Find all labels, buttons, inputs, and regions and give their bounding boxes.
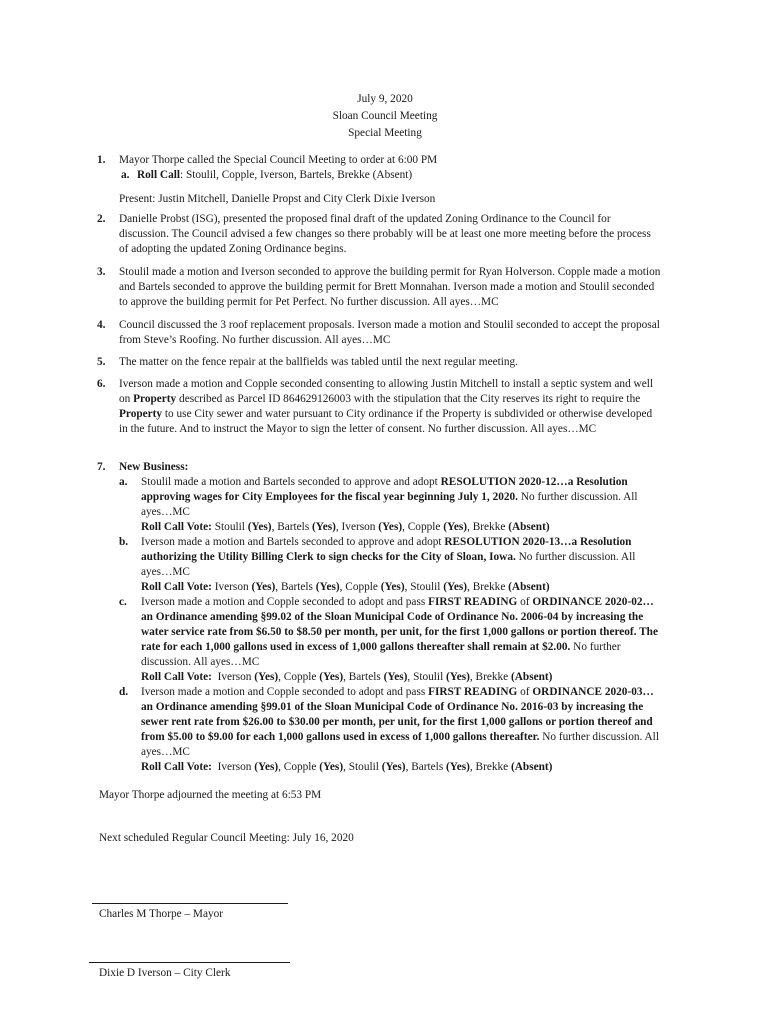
ordinance-title: ORDINANCE 2020-03… an Ordinance amending §99.01 of the Sloan Municipal Code of Ordinance No. 2016-03 by increasing the sewer rent rate from $26.00 to $30.00 per month, per unit, for the first 1,000 gallons or portion thereof and from $5.00 to $9.00 for each 1,000 gallons used in excess of 1,000 gallons thereafter. — [141, 686, 654, 743]
new-business-d: d. Iverson made a motion and Copple seconded to adopt and pass FIRST READING of ORDINANCE 2020-03… an Ordinance amending §99.01 of the Sloan Municipal Code of Ordinance No. 2016-03 by increasing the sewer rent rate from $26.00 to $30.00 per month, per unit, for the first 1,000 gallons or portion thereof and from $5.00 to $9.00 for each 1,000 gallons used in excess of 1,000 gallons thereafter. No further discussion. All ayes…MC Roll Call Vote: Iverson (Yes), Copple (Yes), Stoulil (Yes), Bartels (Yes), Brekke (Absent) — [119, 686, 659, 773]
adjournment-note: Mayor Thorpe adjourned the meeting at 6:53 PM — [99, 789, 322, 801]
meeting-subtitle: Special Meeting — [348, 127, 422, 139]
roll-call-text: : Stoulil, Copple, Iverson, Bartels, Brekke (Absent) — [180, 169, 413, 181]
item-number: 7. — [97, 461, 106, 473]
resolution-title: RESOLUTION 2020-12…a Resolution approving wages for City Employees for the fiscal year beginning July 1, 2020. — [141, 476, 628, 503]
new-business-heading: New Business: — [119, 461, 189, 473]
agenda-item-3 — [97, 265, 662, 310]
property-term: Property — [133, 393, 177, 405]
clerk-signature-line — [89, 962, 290, 963]
new-business-b: b. Iverson made a motion and Bartels seconded to approve and adopt RESOLUTION 2020-13…a Resolution authorizing the Utility Billing Clerk to sign checks for the City of Sloan, Iowa. No further discussion. All ayes…MC Roll Call Vote: Iverson (Yes), Bartels (Yes), Copple (Yes), Stoulil (Yes), Brekke (Absent) — [119, 536, 636, 593]
resolution-title: RESOLUTION 2020-13…a Resolution authorizing the Utility Billing Clerk to sign checks for the City of Sloan, Iowa. — [141, 536, 632, 563]
item-text: Danielle Probst (ISG), presented the proposed final draft of the updated Zoning Ordinance to the Council for discussion. The Council advised a few changes so there probably will be at least one more meeting before the process of adopting the updated Zoning Ordinance begins. — [119, 213, 651, 255]
mayor-signature-name: Charles M Thorpe – Mayor — [99, 908, 224, 920]
property-term: Property — [119, 408, 163, 420]
document-header — [0, 91, 770, 142]
roll-call-vote: Roll Call Vote: Iverson (Yes), Bartels (Yes), Copple (Yes), Stoulil (Yes), Brekke (Absent) — [141, 581, 550, 593]
agenda-item-5 — [97, 355, 662, 370]
roll-call-vote: Roll Call Vote: Iverson (Yes), Copple (Yes), Stoulil (Yes), Bartels (Yes), Brekke (Absent) — [141, 761, 553, 773]
agenda-item-1 — [97, 153, 662, 207]
sub-letter: d. — [119, 686, 129, 698]
roll-call — [119, 168, 662, 183]
new-business-a: a. Stoulil made a motion and Bartels seconded to approve and adopt RESOLUTION 2020-12…a Resolution approving wages for City Employees for the fiscal year beginning July 1, 2020. No further discussion. All ayes…MC Roll Call Vote: Stoulil (Yes), Bartels (Yes), Iverson (Yes), Copple (Yes), Brekke (Absent) — [119, 476, 638, 533]
item-number: 4. — [97, 319, 106, 331]
item-text: Mayor Thorpe called the Special Council Meeting to order at 6:00 PM — [119, 154, 438, 166]
item-number: 1. — [97, 154, 106, 166]
agenda-item-4 — [97, 318, 662, 348]
clerk-signature-name: Dixie D Iverson – City Clerk — [99, 967, 231, 979]
item-text: Stoulil made a motion and Iverson seconded to approve the building permit for Ryan Holverson. Copple made a motion and Bartels seconded to approve the building permit for Brett Monnahan. Iverson made a motion and Stoulil seconded to approve the building permit for Pet Perfect. No further discussion. All ayes…MC — [119, 266, 661, 308]
item-number: 6. — [97, 378, 106, 390]
sub-letter: b. — [119, 536, 129, 548]
agenda-item-2 — [97, 212, 662, 257]
item-text: Iverson made a motion and Copple seconded consenting to allowing Justin Mitchell to install a septic system and well on Property described as Parcel ID 864629126003 with the stipulation that the City reserves its right to require the Property to use City sewer and water pursuant to City ordinance if the Property is subdivided or otherwise developed in the future. And to instruct the Mayor to sign the letter of consent. No further discussion. All ayes…MC — [119, 378, 653, 435]
roll-call-vote: Roll Call Vote: Iverson (Yes), Copple (Yes), Bartels (Yes), Stoulil (Yes), Brekke (Absent) — [141, 671, 553, 683]
sub-letter: a. — [121, 169, 130, 181]
mayor-signature-line — [92, 903, 288, 904]
sub-letter: a. — [119, 476, 128, 488]
new-business-c: c. Iverson made a motion and Copple seconded to adopt and pass FIRST READING of ORDINANCE 2020-02… an Ordinance amending §99.02 of the Sloan Municipal Code of Ordinance No. 2006-04 by increasing the water service rate from $6.50 to $8.50 per month, per unit, for the first 1,000 gallons or portion thereof. The rate for each 1,000 gallons used in excess of 1,000 gallons thereafter shall remain at $2.00. No further discussion. All ayes…MC Roll Call Vote: Iverson (Yes), Copple (Yes), Bartels (Yes), Stoulil (Yes), Brekke (Absent) — [119, 596, 658, 683]
item-number: 3. — [97, 266, 106, 278]
meeting-title: Sloan Council Meeting — [332, 110, 438, 122]
item-text: The matter on the fence repair at the ballfields was tabled until the next regular meeting. — [119, 356, 518, 368]
agenda-item-6 — [97, 377, 662, 437]
agenda-item-7 — [97, 460, 662, 775]
next-meeting-note: Next scheduled Regular Council Meeting: July 16, 2020 — [99, 832, 354, 844]
present-list: Present: Justin Mitchell, Danielle Propst and City Clerk Dixie Iverson — [119, 193, 436, 205]
ordinance-title: ORDINANCE 2020-02… an Ordinance amending §99.02 of the Sloan Municipal Code of Ordinance No. 2006-04 by increasing the water service rate from $6.50 to $8.50 per month, per unit, for the first 1,000 gallons or portion thereof. The rate for each 1,000 gallons used in excess of 1,000 gallons thereafter shall remain at $2.00. — [141, 596, 658, 653]
item-number: 5. — [97, 356, 106, 368]
item-number: 2. — [97, 213, 106, 225]
item-text: Council discussed the 3 roof replacement proposals. Iverson made a motion and Stoulil seconded to accept the proposal from Steve’s Roofing. No further discussion. All ayes…MC — [119, 319, 660, 346]
meeting-date: July 9, 2020 — [357, 93, 413, 105]
roll-call-label: Roll Call — [137, 169, 180, 181]
roll-call-vote: Roll Call Vote: Stoulil (Yes), Bartels (Yes), Iverson (Yes), Copple (Yes), Brekke (Absent) — [141, 521, 550, 533]
sub-letter: c. — [119, 596, 127, 608]
